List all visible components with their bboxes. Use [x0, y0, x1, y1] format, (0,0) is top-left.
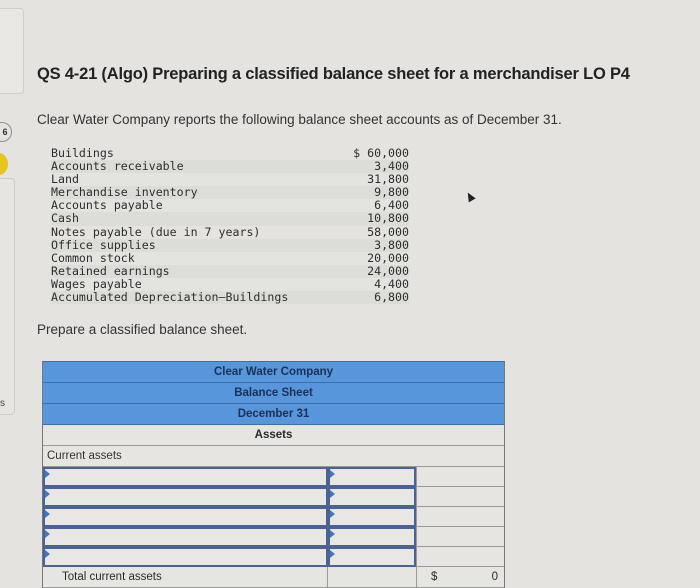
account-name: Accounts payable	[51, 198, 163, 213]
current-asset-entry-row	[43, 487, 504, 507]
amount-input[interactable]	[328, 507, 416, 527]
current-assets-label: Current assets	[47, 450, 122, 462]
accounts-list	[51, 147, 409, 304]
side-partial-label: s	[0, 398, 5, 409]
account-row	[51, 212, 409, 225]
dropdown-arrow-icon	[45, 530, 50, 538]
company-name-header: Clear Water Company	[43, 361, 504, 383]
total-empty-cell	[328, 567, 417, 587]
dropdown-arrow-icon	[45, 510, 50, 518]
dropdown-arrow-icon	[45, 550, 50, 558]
subtotal-cell	[416, 487, 504, 507]
account-amount: 20,000	[367, 250, 409, 265]
account-name: Cash	[51, 211, 79, 226]
account-amount: 58,000	[367, 224, 409, 239]
account-name: Land	[51, 172, 79, 187]
dropdown-arrow-icon	[330, 510, 335, 518]
dropdown-arrow-icon	[330, 490, 335, 498]
amount-input[interactable]	[328, 547, 416, 567]
dropdown-arrow-icon	[330, 470, 335, 478]
account-row	[51, 291, 409, 304]
current-assets-row	[43, 446, 504, 467]
account-row	[51, 226, 409, 239]
current-asset-entry-row	[43, 467, 504, 487]
account-amount: 31,800	[367, 172, 409, 187]
account-amount: 4,400	[374, 276, 409, 291]
account-row	[51, 160, 409, 173]
account-dropdown[interactable]	[43, 507, 328, 527]
account-row	[51, 239, 409, 252]
instruction-text: Prepare a classified balance sheet.	[37, 322, 248, 337]
total-current-assets-label: Total current assets	[43, 567, 328, 587]
dropdown-arrow-icon	[45, 490, 50, 498]
account-name: Office supplies	[51, 237, 156, 252]
account-name: Merchandise inventory	[51, 185, 198, 200]
side-panel-card	[0, 8, 24, 94]
current-asset-entry-row	[43, 547, 504, 567]
total-current-assets-row	[43, 567, 504, 588]
mouse-cursor-icon	[464, 191, 475, 203]
side-panel-card-2	[0, 178, 15, 415]
account-name: Retained earnings	[51, 263, 170, 278]
account-dropdown[interactable]	[43, 547, 328, 567]
assets-section-header: Assets	[43, 425, 504, 446]
amount-input[interactable]	[328, 487, 416, 507]
balance-sheet-form	[42, 361, 505, 588]
account-amount: 9,800	[374, 185, 409, 200]
amount-input[interactable]	[328, 527, 416, 547]
subtotal-cell	[416, 467, 504, 487]
account-dropdown[interactable]	[43, 527, 328, 547]
account-amount: 6,400	[374, 198, 409, 213]
currency-symbol: $	[431, 571, 438, 583]
statement-name-header: Balance Sheet	[43, 383, 504, 404]
dropdown-arrow-icon	[45, 470, 50, 478]
account-row	[51, 252, 409, 265]
account-name: Accounts receivable	[51, 159, 184, 174]
account-amount: 3,800	[374, 237, 409, 252]
account-name: Accumulated Depreciation–Buildings	[51, 290, 289, 305]
account-row	[51, 199, 409, 212]
amount-input[interactable]	[328, 467, 416, 487]
subtotal-cell	[416, 527, 504, 547]
account-dropdown[interactable]	[43, 487, 328, 507]
question-status-indicator	[0, 153, 8, 175]
account-name: Wages payable	[51, 276, 142, 291]
account-amount: $ 60,000	[353, 146, 409, 160]
account-row	[51, 265, 409, 278]
account-amount: 6,800	[374, 290, 409, 305]
subtotal-cell	[416, 547, 504, 567]
account-amount: 24,000	[367, 263, 409, 278]
total-current-assets-value	[417, 567, 504, 587]
account-name: Common stock	[51, 250, 135, 265]
account-name: Notes payable (due in 7 years)	[51, 224, 261, 239]
current-asset-entry-row	[43, 527, 504, 547]
account-amount: 10,800	[367, 211, 409, 226]
account-dropdown[interactable]	[43, 467, 328, 487]
dropdown-arrow-icon	[330, 530, 335, 538]
question-number-badge[interactable]: 6	[0, 122, 12, 142]
current-asset-entry-row	[43, 507, 504, 527]
dropdown-arrow-icon	[330, 550, 335, 558]
question-intro: Clear Water Company reports the following balance sheet accounts as of December 31.	[37, 112, 562, 127]
subtotal-cell	[416, 507, 504, 527]
statement-date-header: December 31	[43, 404, 504, 425]
account-amount: 3,400	[374, 159, 409, 174]
account-name: Buildings	[51, 146, 114, 160]
question-title: QS 4-21 (Algo) Preparing a classified balance sheet for a merchandiser LO P4	[37, 65, 630, 83]
total-amount: 0	[491, 571, 498, 583]
